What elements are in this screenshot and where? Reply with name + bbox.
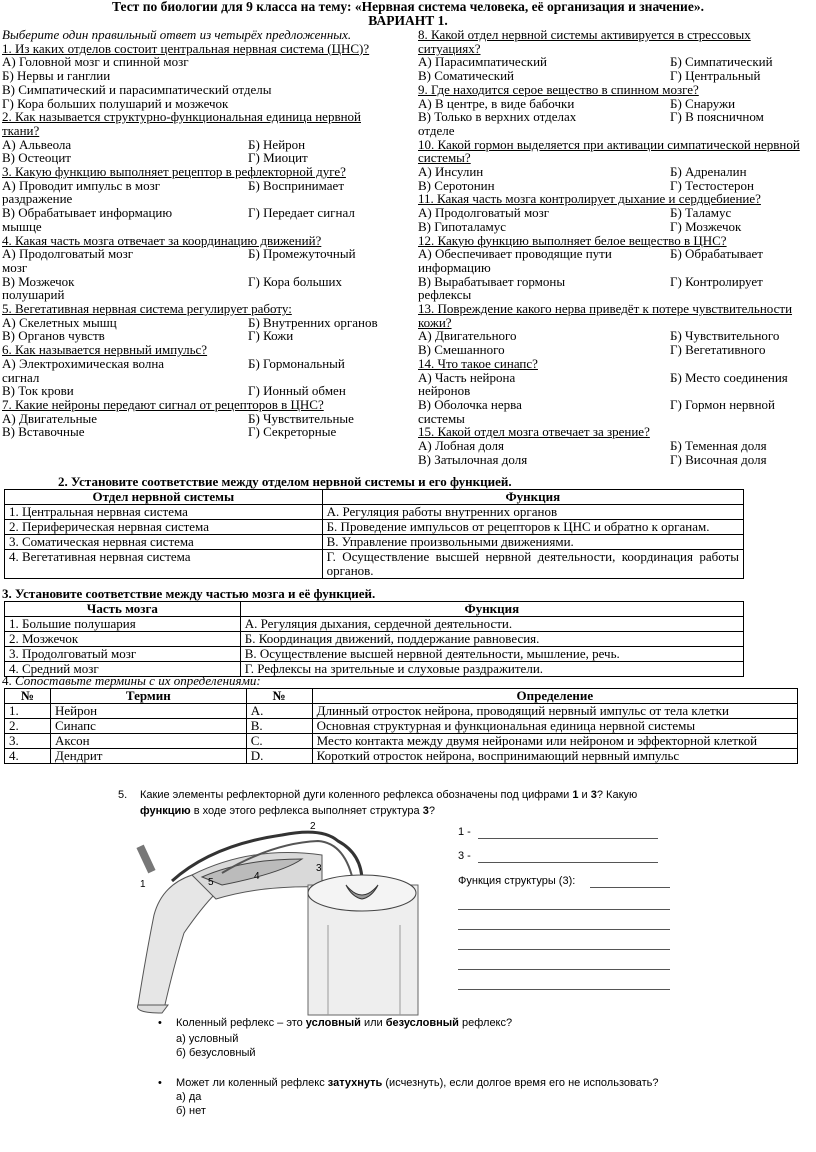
question-text: 14. Что такое синапс? (418, 355, 538, 371)
answer-option[interactable]: В) Симпатический и парасимпатический отделы (2, 81, 272, 97)
question-text: 6. Как называется нервный импульс? (2, 342, 208, 358)
answer-option[interactable]: В) Серотонин (418, 177, 495, 193)
table-row (5, 550, 744, 579)
answer-3-label: 3 - (458, 850, 471, 862)
section5-text-2: ? Какую (596, 789, 638, 801)
answer-option[interactable]: Г) Тестостерон (670, 177, 754, 193)
answer-row (418, 206, 814, 220)
answer-option[interactable]: Б) Обрабатывает (670, 246, 763, 262)
function-cell: Г. Осуществление высшей нервной деятельности, координация работы органов. (322, 550, 743, 579)
answer-option[interactable]: Б) Нервы и ганглии (2, 68, 111, 84)
answer-option[interactable]: Г) Контролирует (670, 273, 763, 289)
answer-option[interactable]: Г) Ионный обмен (248, 383, 346, 399)
answer-row (418, 439, 814, 453)
answer-row (2, 384, 394, 398)
answer-option[interactable]: Б) Воспринимает (248, 177, 344, 193)
answer-option[interactable]: Г) Височная доля (670, 451, 767, 467)
answer-row (2, 192, 394, 206)
bullet2-bold-a: затухнуть (327, 1077, 383, 1089)
table-row (5, 632, 744, 647)
answer-option[interactable]: Г) Передает сигнал (248, 205, 355, 221)
answer-option[interactable]: Б) Внутренних органов (248, 314, 378, 330)
section4-header-num2: № (246, 689, 312, 704)
nervous-system-part-cell: 3. Соматическая нервная система (5, 535, 323, 550)
table-row (5, 535, 744, 550)
definition-letter-cell: D. (246, 749, 312, 764)
leg-lower-shape (138, 875, 216, 1009)
brain-part-cell: 1. Большие полушария (5, 617, 241, 632)
answer-row (418, 453, 814, 467)
answer-row (2, 69, 394, 83)
answer-option[interactable]: А) Скелетных мышц (2, 314, 117, 330)
question-text: 13. Повреждение какого нерва приведёт к потере чувствительности кожи? (418, 301, 793, 330)
answer-row (418, 275, 814, 289)
term-cell: Нейрон (50, 704, 246, 719)
answer-row (418, 220, 814, 234)
instruction: Выберите один правильный ответ из четырёх предложенных. (2, 27, 352, 42)
section4-table (4, 688, 798, 764)
answer-row (418, 110, 814, 124)
answer-option[interactable]: В) Оболочка нерва (418, 396, 522, 412)
answer-option[interactable]: А) Двигательные (2, 410, 98, 426)
definition-letter-cell: B. (246, 719, 312, 734)
answer-option[interactable]: Г) Кожи (248, 328, 294, 344)
section4-header-num1: № (5, 689, 51, 704)
answer-row (2, 371, 394, 385)
answer-row (418, 247, 814, 261)
answer-row (2, 275, 394, 289)
answer-row (418, 412, 814, 426)
answer-option[interactable]: А) В центре, в виде бабочки (418, 95, 575, 111)
spinal-cord-cross-section (308, 875, 416, 911)
answer-row (2, 261, 394, 275)
table-row (5, 520, 744, 535)
question-text: 9. Где находится серое вещество в спинном мозге? (418, 81, 699, 97)
bullet2-option-a[interactable]: а) да (176, 1091, 202, 1103)
answer-row (418, 97, 814, 111)
question-text: 15. Какой отдел мозга отвечает за зрение? (418, 424, 650, 440)
term-number-cell: 1. (5, 704, 51, 719)
test-title: Тест по биологии для 9 класса на тему: «Нервная система человека, её организация и значение». (112, 0, 704, 14)
bullet-question-1 (158, 1016, 512, 1030)
diagram-label-3: 3 (316, 863, 322, 874)
diagram-label-2: 2 (310, 821, 316, 832)
answer-option[interactable]: системы (418, 410, 465, 426)
answer-option[interactable]: В) Органов чувств (2, 328, 105, 344)
section2-header-function: Функция (322, 490, 743, 505)
nervous-system-part-cell: 4. Вегетативная нервная система (5, 550, 323, 579)
answer-option[interactable]: Б) Чувствительные (248, 410, 354, 426)
answer-option[interactable]: Г) В поясничном (670, 109, 764, 125)
right-question-column (418, 28, 814, 467)
function-label: Функция структуры (3): (458, 875, 576, 887)
question-text: 5. Вегетативная нервная система регулирует работу: (2, 301, 292, 317)
section4-title (2, 674, 261, 688)
answer-option[interactable]: А) Продолговатый мозг (2, 246, 134, 262)
table-row (5, 505, 744, 520)
answer-1-line (458, 826, 471, 838)
section4-instruction: Сопоставьте термины с их определениями: (15, 673, 261, 688)
answer-row (418, 261, 814, 275)
term-cell: Синапс (50, 719, 246, 734)
answer-option[interactable]: полушарий (2, 287, 65, 303)
reflex-hammer (136, 845, 155, 874)
section5-text-3: в ходе этого рефлекса выполняет структура (190, 805, 423, 817)
section5-bold-2: 3 (590, 789, 597, 801)
section3-header-function: Функция (240, 602, 743, 617)
definition-cell: Длинный отросток нейрона, проводящий нервный импульс от тела клетки (312, 704, 797, 719)
answer-option[interactable]: Г) Миоцит (248, 150, 308, 166)
answer-row (418, 288, 814, 302)
answer-row (2, 288, 394, 302)
answer-row (2, 206, 394, 220)
answer-option[interactable]: В) Смешанного (418, 342, 505, 358)
answer-option[interactable]: А) Инсулин (418, 164, 484, 180)
definition-cell: Короткий отросток нейрона, воспринимающий нервный импульс (312, 749, 797, 764)
answer-option[interactable]: А) Продолговатый мозг (418, 205, 550, 221)
function-cell: Г. Рефлексы на зрительные и слуховые раздражители. (240, 662, 743, 677)
section5-number: 5. (118, 789, 128, 801)
table-row (5, 704, 798, 719)
answer-row (2, 220, 394, 234)
bullet1-text-b: или (360, 1017, 386, 1029)
answer-option[interactable]: В) Вырабатывает гормоны (418, 273, 566, 289)
answer-row (418, 329, 814, 343)
bullet1-bold-a: условный (305, 1017, 361, 1029)
term-number-cell: 2. (5, 719, 51, 734)
bullet1-text-c: рефлекс? (458, 1017, 513, 1029)
answer-option[interactable]: А) Часть нейрона (418, 369, 516, 385)
answer-option[interactable]: рефлексы (418, 287, 472, 303)
table-row (5, 617, 744, 632)
bullet2-text-a: Может ли коленный рефлекс (176, 1077, 328, 1089)
bullet1-option-a[interactable]: а) условный (176, 1033, 239, 1045)
term-cell: Дендрит (50, 749, 246, 764)
term-number-cell: 4. (5, 749, 51, 764)
answer-option[interactable]: А) Обеспечивает проводящие пути (418, 246, 612, 262)
term-cell: Аксон (50, 734, 246, 749)
function-cell: А. Регуляция дыхания, сердечной деятельности. (240, 617, 743, 632)
nervous-system-part-cell: 1. Центральная нервная система (5, 505, 323, 520)
answer-option[interactable]: Б) Нейрон (248, 136, 306, 152)
answer-row (2, 316, 394, 330)
function-cell: Б. Проведение импульсов от рецепторов к ЦНС и обратно к органам. (322, 520, 743, 535)
function-cell: Б. Координация движений, поддержание равновесия. (240, 632, 743, 647)
function-line (458, 875, 575, 887)
bullet2-option-b[interactable]: б) нет (176, 1105, 206, 1117)
section4-number: 4. (2, 673, 12, 688)
answer-row (418, 69, 814, 83)
answer-row (2, 179, 394, 193)
answer-option[interactable]: Б) Снаружи (670, 95, 736, 111)
answer-row (2, 55, 394, 69)
section2-table (4, 489, 744, 579)
answer-option[interactable]: А) Головной мозг и спинной мозг (2, 54, 189, 70)
question-text: 12. Какую функцию выполняет белое вещество в ЦНС? (418, 232, 727, 248)
answer-option[interactable]: А) Проводит импульс в мозг (2, 177, 161, 193)
answer-option[interactable]: Г) Мозжечок (670, 218, 742, 234)
knee-reflex-diagram (132, 815, 444, 1017)
answer-row (2, 97, 394, 111)
question-text: 11. Какая часть мозга контролирует дыхание и сердцебиение? (418, 191, 761, 207)
question-text: 3. Какую функцию выполняет рецептор в рефлекторной дуге? (2, 164, 346, 180)
foot-shape (138, 1005, 169, 1013)
answer-option[interactable]: Г) Гормон нервной (670, 396, 775, 412)
section5-bold-1: 1 (572, 789, 579, 801)
question-text: 8. Какой отдел нервной системы активируется в стрессовых ситуациях? (418, 27, 751, 56)
definition-letter-cell: C. (246, 734, 312, 749)
bullet-dot-icon: • (158, 1017, 162, 1029)
function-blank-5[interactable] (458, 989, 670, 990)
definition-cell: Место контакта между двумя нейронами или нейроном и эффекторной клеткой (312, 734, 797, 749)
answer-option[interactable]: А) Двигательного (418, 328, 517, 344)
question-text: 7. Какие нейроны передают сигнал от рецепторов в ЦНС? (2, 396, 324, 412)
function-cell: А. Регуляция работы внутренних органов (322, 505, 743, 520)
answer-option[interactable]: В) Затылочная доля (418, 451, 528, 467)
answer-option[interactable]: А) Лобная доля (418, 438, 504, 454)
answer-row (418, 343, 814, 357)
answer-option[interactable]: Б) Гормональный (248, 355, 345, 371)
brain-part-cell: 2. Мозжечок (5, 632, 241, 647)
answer-option[interactable]: В) Мозжечок (2, 273, 75, 289)
table-row (5, 734, 798, 749)
question-text: 2. Как называется структурно-функциональная единица нервной ткани? (2, 109, 361, 138)
left-question-column (2, 28, 394, 439)
section3-table (4, 601, 744, 677)
answer-option[interactable]: Г) Вегетативного (670, 342, 766, 358)
section5-bold-3: функцию (140, 805, 191, 817)
answer-option[interactable]: Г) Кора больших (248, 273, 342, 289)
answer-option[interactable]: В) Обрабатывает информацию (2, 205, 173, 221)
definition-cell: Основная структурная и функциональная единица нервной системы (312, 719, 797, 734)
answer-option[interactable]: Б) Таламус (670, 205, 732, 221)
table-row (5, 749, 798, 764)
answer-1-blank[interactable] (478, 838, 658, 839)
answer-1-label: 1 - (458, 826, 471, 838)
answer-option[interactable]: информацию (418, 259, 491, 275)
diagram-label-1: 1 (140, 879, 146, 890)
nervous-system-part-cell: 2. Периферическая нервная система (5, 520, 323, 535)
answer-row (418, 371, 814, 385)
definition-letter-cell: A. (246, 704, 312, 719)
answer-option[interactable]: Г) Кора больших полушарий и мозжечок (2, 95, 229, 111)
answer-option[interactable]: сигнал (2, 369, 40, 385)
bullet-question-2 (158, 1076, 658, 1090)
answer-option[interactable]: В) Гипоталамус (418, 218, 506, 234)
answer-option[interactable]: В) Вставочные (2, 424, 85, 440)
section2-title: 2. Установите соответствие между отделом нервной системы и его функцией. (58, 474, 512, 489)
answer-row (2, 357, 394, 371)
answer-row (418, 398, 814, 412)
section5-bold-4: 3 (422, 805, 429, 817)
answer-option[interactable]: Б) Симпатический (670, 54, 773, 70)
section5-text-end: ? (428, 805, 435, 817)
section3-title: 3. Установите соответствие между частью мозга и её функцией. (2, 586, 376, 601)
answer-3-line (458, 850, 471, 862)
function-blank-2[interactable] (458, 929, 670, 930)
brain-part-cell: 3. Продолговатый мозг (5, 647, 241, 662)
answer-option[interactable]: Г) Центральный (670, 68, 761, 84)
answer-option[interactable]: Б) Место соединения (670, 369, 788, 385)
bullet1-text-a: Коленный рефлекс – это (176, 1017, 306, 1029)
brain-part-cell: 4. Средний мозг (5, 662, 241, 677)
section3-header-part: Часть мозга (5, 602, 241, 617)
term-number-cell: 3. (5, 734, 51, 749)
answer-option[interactable]: Б) Промежуточный (248, 246, 356, 262)
answer-row (418, 179, 814, 193)
answer-option[interactable]: Б) Чувствительного (670, 328, 780, 344)
table-row (5, 647, 744, 662)
answer-option[interactable]: нейронов (418, 383, 471, 399)
answer-option[interactable]: А) Парасимпатический (418, 54, 548, 70)
answer-3-blank[interactable] (478, 862, 658, 863)
diagram-label-5: 5 (208, 877, 214, 888)
answer-option[interactable]: В) Остеоцит (2, 150, 71, 166)
answer-row (2, 329, 394, 343)
test-variant: ВАРИАНТ 1. (368, 13, 448, 28)
answer-option[interactable]: Б) Теменная доля (670, 438, 767, 454)
function-cell: В. Управление произвольными движениями. (322, 535, 743, 550)
function-cell: В. Осуществление высшей нервной деятельности, мышление, речь. (240, 647, 743, 662)
section5-text-1: Какие элементы рефлекторной дуги коленного рефлекса обозначены под цифрами (140, 789, 573, 801)
answer-row (2, 138, 394, 152)
answer-option[interactable]: Г) Секреторные (248, 424, 337, 440)
answer-row (418, 165, 814, 179)
section4-header-term: Термин (50, 689, 246, 704)
answer-option[interactable]: мозг (2, 259, 28, 275)
answer-option[interactable]: А) Альвеола (2, 136, 72, 152)
answer-row (418, 124, 814, 138)
answer-option[interactable]: Б) Адреналин (670, 164, 747, 180)
bullet-dot-icon: • (158, 1077, 162, 1089)
bullet1-option-b[interactable]: б) безусловный (176, 1047, 256, 1059)
answer-option[interactable]: раздражение (2, 191, 73, 207)
function-blank-4[interactable] (458, 969, 670, 970)
test-header (0, 0, 816, 28)
section4-header-definition: Определение (312, 689, 797, 704)
section5-text-and: и (578, 789, 591, 801)
question-text: 10. Какой гормон выделяется при активации симпатической нервной системы? (418, 136, 800, 166)
answer-row (2, 151, 394, 165)
answer-row (418, 384, 814, 398)
bullet2-text-b: (исчезнуть), если долгое время его не использовать? (382, 1077, 659, 1089)
answer-row (418, 55, 814, 69)
answer-row (2, 83, 394, 97)
answer-option[interactable]: мышце (2, 218, 42, 234)
answer-row (2, 412, 394, 426)
diagram-label-4: 4 (254, 871, 260, 882)
answer-row (2, 247, 394, 261)
answer-option[interactable]: В) Ток крови (2, 383, 74, 399)
answer-option[interactable]: отделе (418, 122, 455, 138)
question-text: 1. Из каких отделов состоит центральная нервная система (ЦНС)? (2, 40, 370, 56)
question-text: 4. Какая часть мозга отвечает за координацию движений? (2, 232, 322, 248)
answer-row (2, 425, 394, 439)
table-row (5, 719, 798, 734)
answer-option[interactable]: В) Только в верхних отделах (418, 109, 577, 125)
function-blank-0[interactable] (590, 887, 670, 888)
bullet1-bold-b: безусловный (385, 1017, 459, 1029)
function-blank-3[interactable] (458, 949, 670, 950)
section2-header-part: Отдел нервной системы (5, 490, 323, 505)
answer-option[interactable]: В) Соматический (418, 68, 515, 84)
answer-option[interactable]: А) Электрохимическая волна (2, 355, 165, 371)
function-blank-1[interactable] (458, 909, 670, 910)
